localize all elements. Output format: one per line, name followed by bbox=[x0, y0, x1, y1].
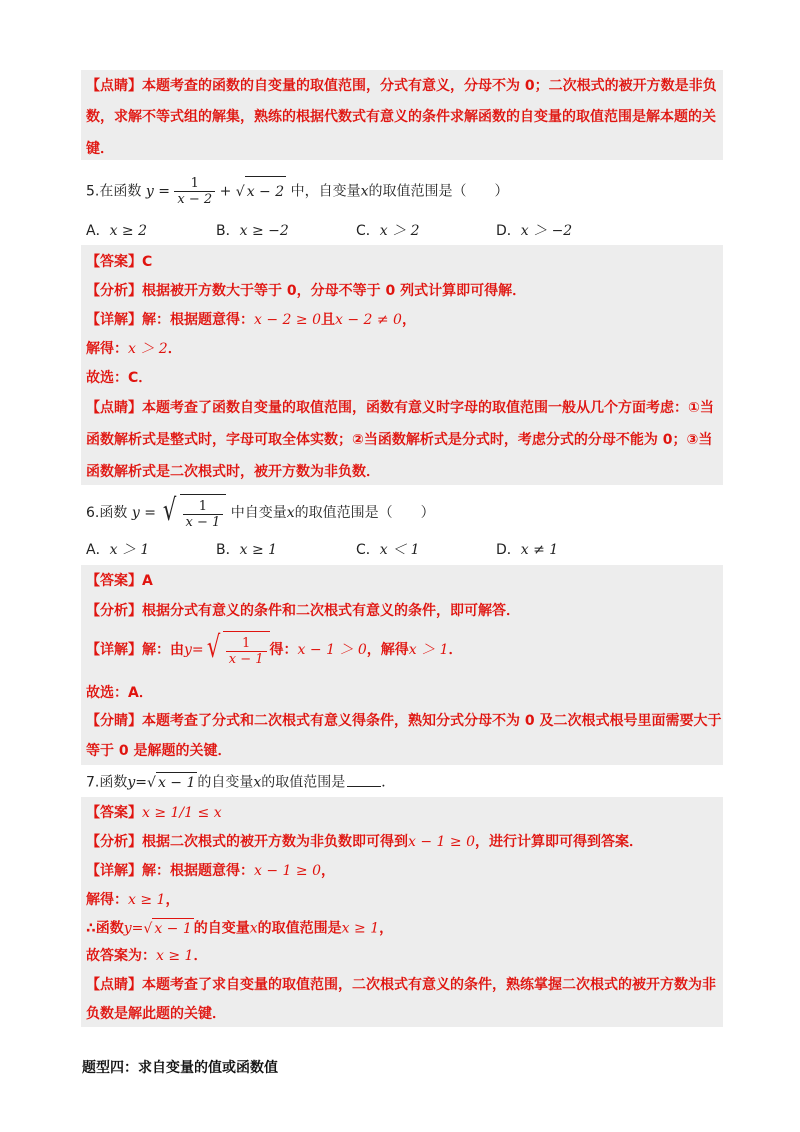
q6-fraction-den: x − 1 bbox=[183, 514, 224, 530]
q6-detail-expr2: x ＞ 1 bbox=[408, 642, 449, 658]
q7-therefore-end: ， bbox=[379, 920, 394, 937]
q7-detail-prefix: 【详解】解：根据题意得： bbox=[86, 863, 254, 879]
option-expr: x ≥ 2 bbox=[109, 223, 148, 239]
q5-solve-expr: x ＞ 2 bbox=[128, 341, 168, 357]
q7-therefore-mid: 的自变量 bbox=[193, 920, 250, 937]
q7-y: y bbox=[127, 774, 136, 791]
q5-solve bbox=[86, 339, 182, 359]
q5-detail bbox=[86, 310, 416, 330]
q7-answer-expr: x ≥ 1/1 ≤ x bbox=[142, 805, 222, 821]
q7-therefore-var: x bbox=[249, 920, 258, 937]
q7-var: x bbox=[253, 774, 262, 791]
q6-detail-sqrt bbox=[204, 631, 270, 669]
question-7 bbox=[86, 772, 395, 793]
q5-prefix: 5.在函数 bbox=[86, 183, 142, 200]
option-label: A． bbox=[86, 542, 110, 558]
q5-review-line-3: 函数解析式是二次根式时，被开方数为非负数． bbox=[86, 464, 380, 480]
q7-radicand: x − 1 bbox=[156, 772, 197, 793]
option-expr: x ＜ 1 bbox=[379, 542, 420, 558]
q7-therefore-sqrt bbox=[143, 918, 193, 939]
q5-option-c bbox=[356, 221, 419, 241]
q6-detail-radicand bbox=[223, 631, 270, 669]
q6-var: x bbox=[286, 505, 295, 521]
q5-radical-sign: √ bbox=[235, 184, 245, 200]
q6-analysis: 【分析】根据分式有意义的条件和二次根式有意义的条件，即可解答． bbox=[86, 603, 520, 619]
q7-final bbox=[86, 946, 207, 966]
q7-answer-blank[interactable] bbox=[347, 786, 381, 787]
q7-solve bbox=[86, 890, 179, 910]
option-label: C． bbox=[356, 223, 380, 239]
q5-review-line-2: 函数解析式是整式时，字母可取全体实数；②当函数解析式是分式时，考虑分式的分母不能为 0；③当 bbox=[86, 432, 713, 448]
option-expr: x ＞ 2 bbox=[379, 223, 420, 239]
q6-detail-radical-sign: √ bbox=[206, 630, 220, 665]
q7-analysis-suffix: ，进行计算即可得到答案． bbox=[474, 834, 643, 850]
q7-therefore-eq: = bbox=[131, 920, 144, 937]
q6-answer: 【答案】A bbox=[86, 573, 153, 589]
q7-radical-sign: √ bbox=[147, 775, 156, 791]
q7-therefore-y: y bbox=[123, 920, 132, 937]
q7-review-line-1: 【点睛】本题考查了求自变量的取值范围，二次根式有意义的条件，熟练掌握二次根式的被开方数为非 bbox=[86, 977, 716, 993]
q5-eq: = bbox=[158, 183, 170, 200]
q5-plus: + bbox=[219, 183, 232, 200]
q5-detail-end: ， bbox=[401, 312, 416, 328]
q6-y: y bbox=[131, 505, 140, 521]
q6-detail-fraction bbox=[226, 636, 267, 667]
option-label: B． bbox=[216, 542, 240, 558]
q6-sqrt bbox=[160, 494, 226, 532]
q6-suffix2: 的取值范围是（ ） bbox=[294, 505, 435, 521]
q6-detail-mid2: ，解得 bbox=[366, 642, 409, 658]
q6-detail-eq: = bbox=[191, 642, 204, 658]
option-expr: x ≠ 1 bbox=[520, 542, 559, 558]
option-label: B． bbox=[216, 223, 240, 239]
q7-analysis bbox=[86, 832, 643, 852]
q6-detail-mid: 得： bbox=[269, 642, 298, 658]
q7-answer-label: 【答案】 bbox=[86, 805, 142, 821]
q6-choice: 故选：A． bbox=[86, 685, 153, 701]
q6-detail-end: ． bbox=[448, 642, 463, 658]
q7-suffix: 的自变量 bbox=[197, 774, 254, 791]
q7-detail-end: ， bbox=[320, 863, 335, 879]
option-label: A． bbox=[86, 223, 110, 239]
q7-prefix: 7.函数 bbox=[86, 774, 128, 791]
q5-review-line-1: 【点睛】本题考查了函数自变量的取值范围，函数有意义时字母的取值范围一般从几个方面考虑：①当 bbox=[86, 400, 714, 416]
q5-choice: 故选：C． bbox=[86, 370, 153, 386]
q7-detail-expr: x − 1 ≥ 0 bbox=[254, 863, 321, 879]
q5-solve-end: ． bbox=[167, 341, 182, 357]
q5-detail-prefix: 【详解】解：根据题意得： bbox=[86, 312, 254, 328]
q6-prefix: 6.函数 bbox=[86, 505, 128, 521]
question-6 bbox=[86, 494, 435, 532]
q7-suffix2: 的取值范围是 bbox=[261, 774, 346, 791]
q6-review-line-2: 等于 0 是解题的关键． bbox=[86, 743, 232, 759]
q6-detail-expr1: x − 1 ＞ 0 bbox=[297, 642, 367, 658]
q7-solve-expr: x ≥ 1 bbox=[128, 892, 166, 908]
q7-therefore-mid2: 的取值范围是 bbox=[257, 920, 342, 937]
option-label: D． bbox=[496, 223, 521, 239]
q5-y: y bbox=[145, 183, 154, 200]
q5-fraction-num: 1 bbox=[190, 176, 199, 191]
option-label: D． bbox=[496, 542, 521, 558]
q5-option-d bbox=[496, 221, 572, 241]
q7-final-label: 故答案为： bbox=[86, 948, 156, 964]
q7-detail bbox=[86, 861, 335, 881]
q5-detail-expr1: x − 2 ≥ 0 bbox=[254, 312, 321, 328]
q6-review-line-1: 【分睛】本题考查了分式和二次根式有意义得条件，熟知分式分母不为 0 及二次根式根号里面需要大于 bbox=[86, 713, 722, 729]
q7-suffix3: ． bbox=[381, 774, 396, 791]
q5-option-a bbox=[86, 221, 147, 241]
q5-answer: 【答案】C bbox=[86, 254, 153, 270]
q5-var: x bbox=[360, 183, 369, 200]
q7-therefore-prefix: ∴函数 bbox=[86, 920, 124, 937]
q6-option-c bbox=[356, 540, 419, 560]
q6-option-a bbox=[86, 540, 149, 560]
q6-detail-prefix: 【详解】解：由 bbox=[86, 642, 184, 658]
q7-final-end: ． bbox=[193, 948, 208, 964]
q6-detail bbox=[86, 631, 463, 669]
q6-fraction-num: 1 bbox=[198, 498, 208, 514]
q7-solve-label: 解得： bbox=[86, 892, 128, 908]
q7-sqrt bbox=[147, 772, 197, 793]
q5-fraction-den: x − 2 bbox=[174, 191, 215, 207]
option-label: C． bbox=[356, 542, 380, 558]
question-5 bbox=[86, 176, 509, 207]
section-heading: 题型四：求自变量的值或函数值 bbox=[82, 1060, 278, 1076]
q7-therefore-expr: x ≥ 1 bbox=[341, 920, 380, 937]
q6-radical-sign: √ bbox=[163, 493, 177, 528]
q7-therefore-radicand: x − 1 bbox=[152, 918, 193, 939]
q5-sqrt bbox=[236, 176, 286, 207]
option-expr: x ＞ −2 bbox=[520, 223, 573, 239]
q7-analysis-expr: x − 1 ≥ 0 bbox=[408, 834, 475, 850]
review-1-line-1: 【点睛】本题考查的函数的自变量的取值范围，分式有意义，分母不为 0；二次根式的被开方数是非负 bbox=[86, 78, 717, 94]
q5-suffix: 中，自变量 bbox=[290, 183, 361, 200]
q6-radicand bbox=[180, 494, 227, 532]
q6-detail-fraction-num: 1 bbox=[242, 635, 251, 651]
q5-fraction bbox=[174, 176, 215, 207]
q7-review-line-2: 负数是解此题的关键． bbox=[86, 1006, 226, 1022]
review-1-line-2: 数，求解不等式组的解集，熟练的根据代数式有意义的条件求解函数的自变量的取值范围是解本题的关 bbox=[86, 109, 716, 125]
q7-therefore-radical-sign: √ bbox=[143, 921, 153, 937]
q5-solve-label: 解得： bbox=[86, 341, 128, 357]
q6-option-b bbox=[216, 540, 277, 560]
option-expr: x ＞ 1 bbox=[109, 542, 150, 558]
option-expr: x ≥ 1 bbox=[239, 542, 278, 558]
q6-suffix: 中自变量 bbox=[230, 505, 287, 521]
q7-final-expr: x ≥ 1 bbox=[156, 948, 194, 964]
q5-suffix2: 的取值范围是（ ） bbox=[368, 183, 509, 200]
q5-detail-expr2: x − 2 ≠ 0 bbox=[334, 312, 402, 328]
q5-analysis: 【分析】根据被开方数大于等于 0，分母不等于 0 列式计算即可得解． bbox=[86, 283, 527, 299]
option-expr: x ≥ −2 bbox=[239, 223, 289, 239]
q7-analysis-prefix: 【分析】根据二次根式的被开方数为非负数即可得到 bbox=[86, 834, 408, 850]
q6-detail-y: y bbox=[184, 642, 192, 658]
q5-radicand: x − 2 bbox=[245, 176, 286, 207]
q6-detail-fraction-den: x − 1 bbox=[226, 651, 267, 667]
q5-option-b bbox=[216, 221, 289, 241]
q6-eq: = bbox=[144, 505, 156, 521]
q7-eq: = bbox=[135, 774, 148, 791]
q7-therefore bbox=[86, 918, 393, 939]
q7-answer bbox=[86, 803, 222, 823]
q7-solve-end: ， bbox=[165, 892, 180, 908]
q6-fraction bbox=[183, 499, 224, 530]
q6-option-d bbox=[496, 540, 558, 560]
q5-detail-and: 且 bbox=[320, 312, 335, 328]
review-1-line-3: 键． bbox=[86, 141, 114, 157]
